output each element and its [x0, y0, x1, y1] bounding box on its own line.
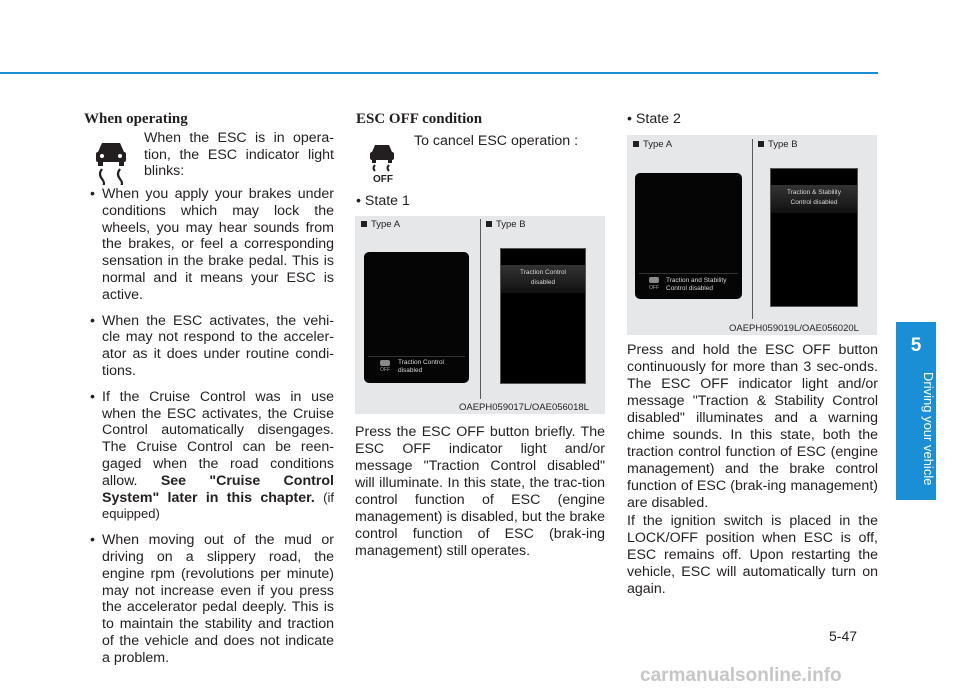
watermark-link[interactable]: carmanualsonline.info [640, 665, 842, 686]
message-line-2: Control disabled [790, 199, 838, 206]
list-item: • When you apply your brakes under conditions which may lock the wheels, you may hear sounds from the brakes, or feel a corresponding sensation in the brake pedal. This is normal and it means your ESC is active. [90, 186, 334, 304]
state-1-figure [355, 216, 605, 414]
type-a-label: Type A [361, 219, 400, 230]
esc-off-intro: To cancel ESC operation : [414, 133, 579, 149]
off-small-label: OFF [380, 367, 390, 373]
cluster-display-type-b [500, 248, 586, 384]
state-2-label: • State 2 [627, 111, 681, 127]
figure-caption: OAEPH059019L/OAE056020L [729, 323, 859, 334]
message-line-1: Traction Control [398, 359, 444, 366]
state-2-description: Press and hold the ESC OFF button continuously for more than 3 sec-onds. The ESC OFF indicator light and/or message "Traction & Stability Control disabled" illuminates and a warning chime sounds. In this state, both the traction control function of ESC (engine management) and the brake control function of ESC (brak-ing management) are disabled. [627, 342, 878, 511]
type-b-label: Type B [486, 219, 526, 230]
message-line-2: disabled [398, 367, 423, 374]
figure-caption: OAEPH059017L/OAE056018L [459, 402, 589, 413]
esc-off-small-icon [649, 277, 659, 283]
list-item-text: If the Cruise Control was in use when the ESC activates, the Cruise Control automatically disengages. The Cruise Control can be reen-gaged when the road conditions allow. [102, 388, 334, 489]
type-b-label: Type B [758, 139, 798, 150]
when-operating-heading: When operating [84, 111, 188, 127]
message-line-1: Traction Control [520, 269, 566, 276]
state-1-description: Press the ESC OFF button briefly. The ESC OFF indicator light and/or message "Traction Control disabled" will illuminate. In this state, the trac-tion control function of ESC (engine management) is disabled, but the brake control function of ESC (brak-ing management) still operates. [355, 424, 605, 559]
message-bar [639, 273, 738, 296]
when-operating-intro: When the ESC is in opera-tion, the ESC indicator light blinks: [144, 130, 334, 179]
esc-off-small-icon [380, 360, 390, 366]
message-line-1: Traction and Stability [666, 277, 727, 284]
chapter-title: Driving your vehicle [921, 372, 936, 486]
off-small-label: OFF [649, 285, 659, 291]
message-line-1: Traction & Stability [787, 189, 841, 196]
esc-off-icon-label: OFF [373, 174, 393, 185]
cluster-display-type-a [635, 173, 742, 299]
list-item: • When moving out of the mud or driving on a slippery road, the engine rpm (revolutions per minute) may not increase even if you press the accelerator pedal deeply. This is to maintain the stability and traction of the vehicle and does not indicate a problem. [90, 532, 334, 666]
esc-off-heading: ESC OFF condition [356, 111, 483, 127]
state-1-label: • State 1 [356, 193, 410, 209]
cross-reference: See "Cruise Control System" later in this chapter. [102, 472, 334, 506]
message-line-2: Control disabled [666, 285, 713, 292]
figure-divider [480, 219, 481, 399]
message-band [771, 185, 857, 213]
when-operating-list [90, 186, 334, 676]
square-icon [361, 221, 367, 227]
chapter-tab [896, 322, 936, 500]
type-a-label: Type A [633, 139, 672, 150]
square-icon [633, 141, 639, 147]
square-icon [758, 141, 764, 147]
figure-divider [752, 139, 753, 319]
header-rule [0, 72, 878, 74]
chapter-number: 5 [910, 335, 922, 356]
list-item: • When the ESC activates, the vehi-cle may not respond to the acceler-ator as it does under routine condi-tions. [90, 313, 334, 380]
state-2-figure [627, 135, 877, 335]
message-bar [368, 356, 465, 377]
esc-indicator-icon [86, 135, 136, 185]
page-number: 5-47 [829, 628, 858, 644]
ignition-note: If the ignition switch is placed in the LOCK/OFF position when ESC is off, ESC remains off. Upon restarting the vehicle, ESC will automatically turn on again. [627, 513, 878, 597]
equipped-note: (if equipped) [102, 489, 334, 522]
cluster-display-type-b [770, 168, 858, 307]
message-band [501, 265, 585, 293]
list-item [90, 389, 334, 523]
message-line-2: disabled [530, 279, 556, 286]
cluster-display-type-a [364, 252, 469, 383]
square-icon [486, 221, 492, 227]
